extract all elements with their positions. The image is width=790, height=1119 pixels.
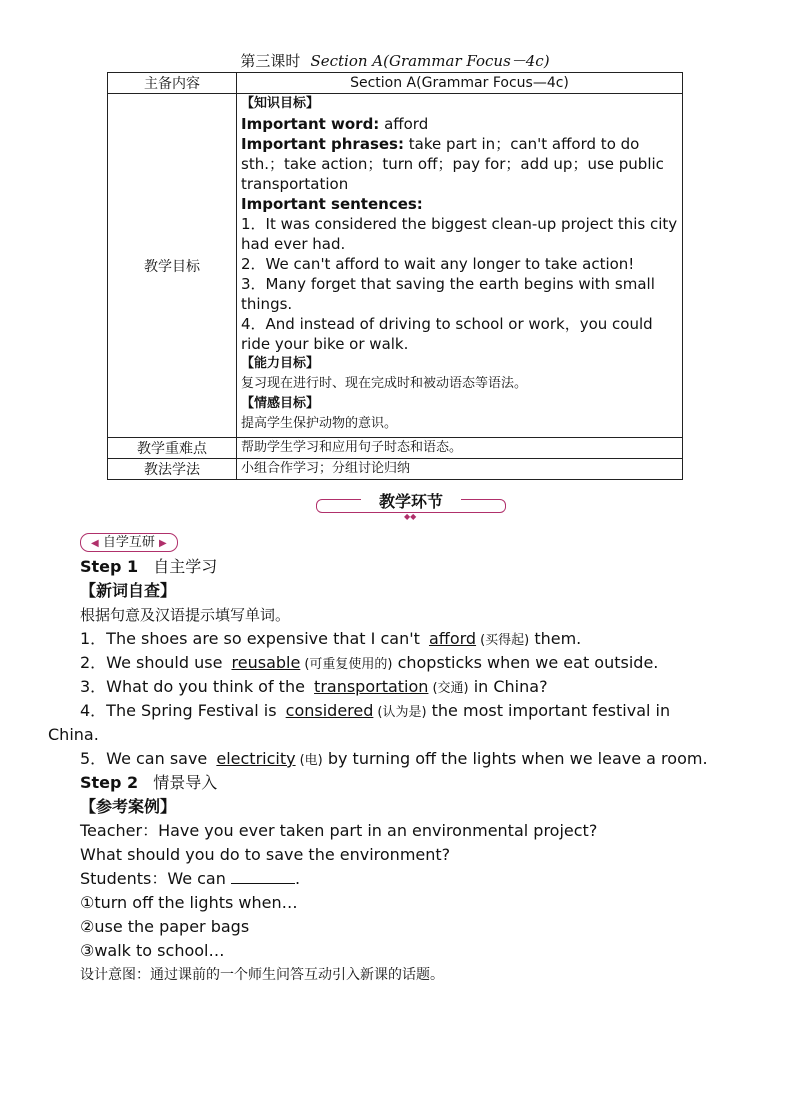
method-value: 小组合作学习；分组讨论归纳	[237, 459, 683, 480]
knowledge-heading: 【知识目标】	[241, 96, 320, 111]
word-label: Important word:	[241, 115, 380, 133]
left-chevron-icon: ◀	[91, 538, 99, 549]
key-label: 教学重难点	[108, 438, 237, 459]
table-row	[108, 459, 683, 480]
vocab-heading: 【新词自查】	[80, 581, 177, 600]
phrases-label: Important phrases:	[241, 135, 404, 153]
exercise-text: by turning off the lights when we leave a room.	[327, 749, 708, 768]
answer-blank: electricity	[216, 749, 296, 768]
students-blank	[231, 869, 295, 884]
step1-title-cn: 自主学习	[153, 557, 218, 576]
exercise-text: 3．What do you think of the	[80, 677, 305, 696]
header-value: Section A(Grammar Focus—4c)	[237, 73, 683, 94]
teacher-line-2: What should you do to save the environment?	[80, 845, 451, 864]
ability-heading: 【能力目标】	[241, 356, 320, 371]
students-text: Students：We can	[80, 869, 226, 888]
lesson-plan-table	[107, 72, 683, 480]
exercise-text: 4．The Spring Festival is	[80, 701, 277, 720]
exercise-text: 5．We can save	[80, 749, 208, 768]
option-2: ②use the paper bags	[80, 917, 250, 936]
hint-text: (交通)	[432, 681, 469, 696]
case-heading: 【参考案例】	[80, 797, 177, 816]
exercise-4-continuation: China.	[48, 725, 99, 744]
goals-label: 教学目标	[108, 94, 237, 438]
self-study-pill	[80, 533, 178, 552]
lesson-title-cn: 第三课时	[240, 52, 301, 70]
exercise-text: in China?	[473, 677, 548, 696]
step1-heading	[80, 555, 217, 579]
exercise-text: 1．The shoes are so expensive that I can't	[80, 629, 420, 648]
sentence-2: 2．We can't afford to wait any longer to take action!	[241, 255, 635, 273]
table-row	[108, 73, 683, 94]
design-intent: 设计意图：通过课前的一个师生问答互动引入新课的话题。	[80, 967, 444, 983]
exercise-text: them.	[534, 629, 582, 648]
pill-label: 自学互研	[102, 535, 155, 550]
exercise-text: chopsticks when we eat outside.	[397, 653, 659, 672]
teacher-line: Teacher：Have you ever taken part in an environmental project?	[80, 821, 598, 840]
exercise-3	[80, 675, 548, 701]
diamond-ornament-icon: ◆◆	[404, 512, 417, 521]
sentence-1: 1．It was considered the biggest clean-up project this city had ever had.	[241, 215, 678, 253]
answer-blank: afford	[428, 629, 477, 648]
answer-blank: transportation	[314, 677, 429, 696]
answer-blank: reusable	[231, 653, 301, 672]
exercise-text: 2．We should use	[80, 653, 223, 672]
hint-text: (买得起)	[480, 633, 530, 648]
emotion-text: 提高学生保护动物的意识。	[241, 416, 398, 431]
step2-title: Step 2	[80, 773, 139, 792]
banner-title: 教学环节	[361, 489, 461, 512]
table-row	[108, 94, 683, 438]
exercise-5	[80, 747, 708, 773]
section-banner	[316, 489, 506, 521]
header-label: 主备内容	[108, 73, 237, 94]
lesson-title	[0, 50, 790, 71]
step2-title-cn: 情景导入	[153, 773, 218, 792]
method-label: 教法学法	[108, 459, 237, 480]
hint-text: (电)	[299, 753, 323, 768]
word-value: afford	[384, 115, 429, 133]
table-row	[108, 438, 683, 459]
phrases-value: take part in；can't afford to do sth.；take action；turn off；pay for；add up；use public transportation	[241, 135, 664, 193]
students-line: Students：We can .	[80, 869, 301, 888]
exercise-1	[80, 627, 581, 653]
vocab-instruction: 根据句意及汉语提示填写单词。	[80, 606, 291, 624]
emotion-heading: 【情感目标】	[241, 396, 320, 411]
step2-heading	[80, 771, 217, 795]
option-3: ③walk to school…	[80, 941, 225, 960]
option-1: ①turn off the lights when…	[80, 893, 298, 912]
sentence-3: 3．Many forget that saving the earth begins with small things.	[241, 275, 655, 313]
ability-text: 复习现在进行时、现在完成时和被动语态等语法。	[241, 376, 528, 391]
key-value: 帮助学生学习和应用句子时态和语态。	[237, 438, 683, 459]
exercise-2	[80, 651, 658, 677]
sentence-4: 4．And instead of driving to school or work，you could ride your bike or walk.	[241, 315, 653, 353]
step1-title: Step 1	[80, 557, 139, 576]
right-chevron-icon: ▶	[159, 538, 167, 549]
exercise-4	[80, 699, 670, 725]
lesson-title-en: Section A(Grammar Focus－4c)	[310, 52, 550, 70]
exercise-text: the most important festival in	[431, 701, 671, 720]
hint-text: (可重复使用的)	[304, 657, 393, 672]
answer-blank: considered	[285, 701, 374, 720]
sentences-label: Important sentences:	[241, 195, 423, 213]
hint-text: (认为是)	[377, 705, 427, 720]
